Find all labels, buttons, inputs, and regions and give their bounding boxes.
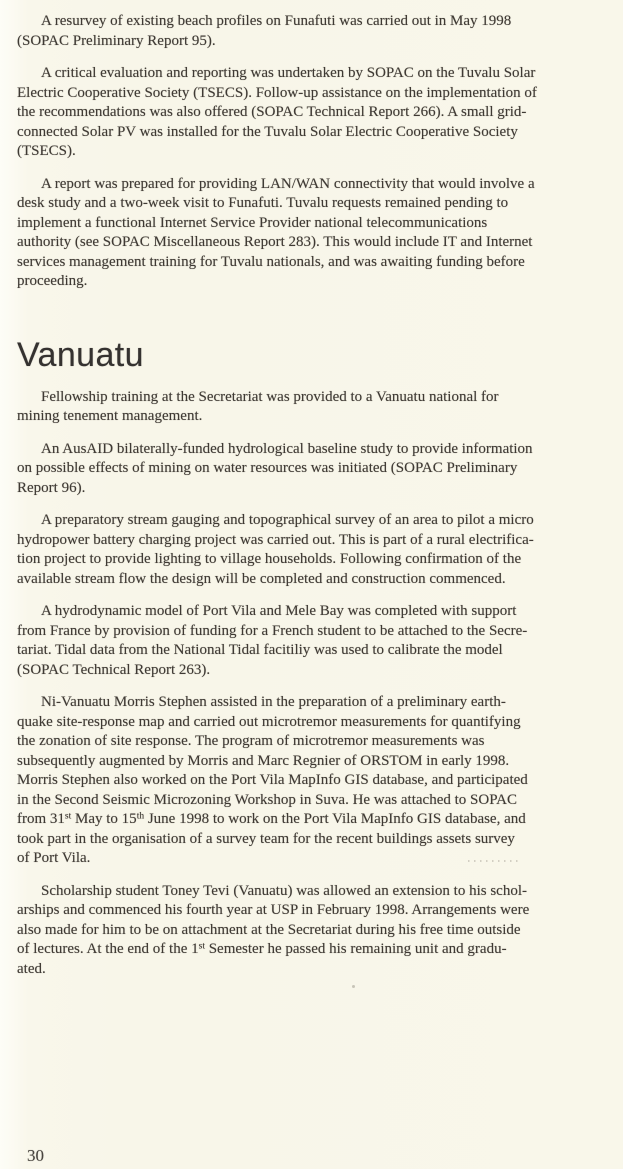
text-line (17, 622, 609, 642)
text-segment: June 1998 to work on the Port Vila MapInfo GIS database, and (144, 811, 526, 827)
text-line (17, 214, 609, 234)
text-line (17, 531, 609, 551)
section-heading-vanuatu: Vanuatu (17, 335, 144, 374)
text-line (17, 407, 609, 427)
text-line (17, 388, 609, 408)
text-segment: quake site-response map and carried out microtremor measurements for quantifying (17, 713, 521, 730)
text-segment: authority (see SOPAC Miscellaneous Report 283). This would include IT and Internet (17, 234, 533, 250)
text-line (17, 830, 609, 850)
text-segment: Electric Cooperative Society (TSECS). Follow-up assistance on the implementation of (17, 84, 537, 101)
text-segment: A hydrodynamic model of Port Vila and Mele Bay was completed with support (41, 603, 517, 619)
text-segment: the recommendations was also offered (SOPAC Technical Report 266). A small grid- (17, 104, 527, 120)
text-segment: in the Second Seismic Microzoning Workshop in Suva. He was attached to SOPAC (17, 791, 517, 808)
text-line (17, 921, 609, 941)
text-segment: May to 15 (71, 811, 137, 827)
text-segment: arships and commenced his fourth year at USP in February 1998. Arrangements were (17, 902, 530, 918)
text-line (17, 479, 609, 499)
text-line (17, 459, 609, 479)
text-segment: subsequently augmented by Morris and Marc Regnier of ORSTOM in early 1998. (17, 752, 510, 769)
paragraph (17, 693, 609, 869)
paragraph (17, 440, 609, 499)
text-line (17, 960, 609, 980)
text-segment: also made for him to be on attachment at the Secretariat during his free time outside (17, 921, 521, 938)
text-segment: (SOPAC Preliminary Report 95). (17, 32, 216, 49)
vanuatu-paragraph-group (17, 388, 609, 980)
text-line (17, 602, 609, 622)
scan-artifact-dotted-mark (468, 860, 520, 862)
paragraph (17, 882, 609, 980)
scan-artifact-dot (352, 985, 355, 988)
text-segment: connected Solar PV was installed for the Tuvalu Solar Electric Cooperative Society (17, 123, 518, 140)
text-line (17, 713, 609, 733)
text-line (17, 693, 609, 713)
text-segment: from 31 (17, 811, 65, 827)
text-line (17, 901, 609, 921)
text-segment: took part in the organisation of a survey team for the recent buildings assets survey (17, 830, 515, 847)
text-segment: the zonation of site response. The program of microtremor measurements was (17, 733, 485, 749)
text-segment: available stream flow the design will be completed and construction commenced. (17, 570, 506, 587)
text-segment: Ni-Vanuatu Morris Stephen assisted in the preparation of a preliminary earth- (41, 694, 506, 710)
text-line (17, 175, 609, 195)
text-segment: (SOPAC Technical Report 263). (17, 661, 211, 678)
text-segment: (TSECS). (17, 143, 76, 159)
text-line (17, 940, 609, 960)
paragraph (17, 12, 609, 51)
text-segment: Scholarship student Toney Tevi (Vanuatu) was allowed an extension to his schol- (41, 882, 528, 899)
text-line (17, 123, 609, 143)
superscript-ordinal: st (198, 941, 205, 952)
text-segment: desk study and a two-week visit to Funafuti. Tuvalu requests remained pending to (17, 195, 509, 211)
text-line (17, 570, 609, 590)
text-segment: tion project to provide lighting to village households. Following confirmation of the (17, 551, 522, 567)
text-segment: implement a functional Internet Service Provider national telecommunications (17, 214, 488, 231)
text-line (17, 194, 609, 214)
text-line (17, 440, 609, 460)
text-segment: Fellowship training at the Secretariat was provided to a Vanuatu national for (41, 388, 499, 405)
text-line (17, 64, 609, 84)
page-number: 30 (27, 1146, 44, 1165)
text-segment: of Port Vila. (17, 850, 91, 866)
text-segment: from France by provision of funding for a French student to be attached to the Secre- (17, 622, 528, 639)
text-segment: tariat. Tidal data from the National Tidal facitiliy was used to calibrate the model (17, 642, 503, 658)
text-line (17, 253, 609, 273)
text-segment: An AusAID bilaterally-funded hydrological baseline study to provide information (41, 440, 533, 457)
paragraph (17, 602, 609, 680)
text-segment: hydropower battery charging project was carried out. This is part of a rural electrifica- (17, 531, 534, 548)
text-segment: Semester he passed his remaining unit and gradu- (204, 941, 507, 957)
superscript-ordinal: th (136, 811, 145, 822)
text-line (17, 550, 609, 570)
text-line (17, 233, 609, 253)
text-line (17, 771, 609, 791)
text-segment: A resurvey of existing beach profiles on Funafuti was carried out in May 1998 (41, 13, 512, 29)
text-line (17, 84, 609, 104)
paragraph (17, 175, 609, 292)
text-line (17, 641, 609, 661)
text-line (17, 849, 609, 869)
paragraph (17, 64, 609, 162)
text-line (17, 142, 609, 162)
text-line (17, 272, 609, 292)
text-line (17, 810, 609, 830)
text-segment: A critical evaluation and reporting was undertaken by SOPAC on the Tuvalu Solar (41, 65, 536, 81)
text-segment: ated. (17, 960, 46, 977)
text-line (17, 732, 609, 752)
text-segment: of lectures. At the end of the 1 (17, 941, 199, 957)
superscript-ordinal: st (64, 811, 72, 822)
text-line (17, 882, 609, 902)
paragraph (17, 388, 609, 427)
text-line (17, 103, 609, 123)
text-segment: A preparatory stream gauging and topographical survey of an area to pilot a micro (41, 512, 534, 528)
text-segment: on possible effects of mining on water resources was initiated (SOPAC Preliminary (17, 460, 518, 476)
text-line (17, 12, 609, 32)
text-segment: Report 96). (17, 479, 86, 496)
document-body (17, 12, 609, 992)
text-segment: proceeding. (17, 273, 88, 289)
text-segment: Morris Stephen also worked on the Port Vila MapInfo GIS database, and participated (17, 772, 528, 788)
text-segment: mining tenement management. (17, 408, 203, 424)
text-segment: A report was prepared for providing LAN/WAN connectivity that would involve a (41, 175, 535, 192)
paragraph (17, 511, 609, 589)
text-line (17, 791, 609, 811)
text-line (17, 32, 609, 52)
text-segment: services management training for Tuvalu nationals, and was awaiting funding before (17, 253, 525, 270)
intro-paragraph-group (17, 12, 609, 292)
text-line (17, 752, 609, 772)
text-line (17, 511, 609, 531)
text-line (17, 661, 609, 681)
